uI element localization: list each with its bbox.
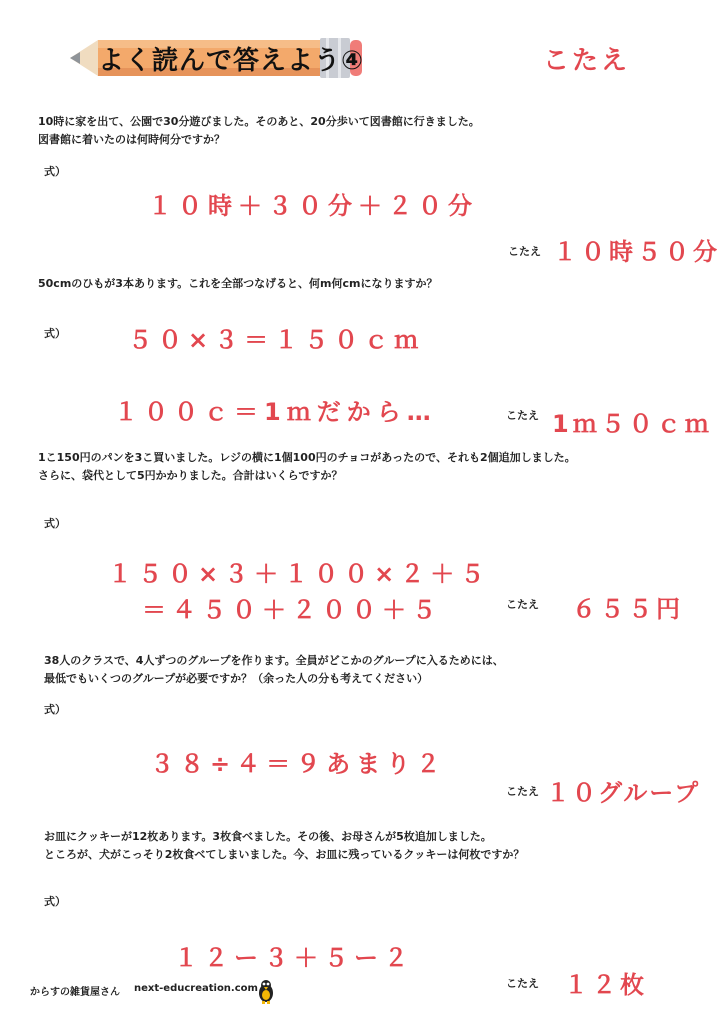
problem-1-line-2: 図書館に着いたのは何時何分ですか？: [38, 133, 225, 146]
kotae-label: こたえ: [506, 785, 539, 798]
problem-1-answer: １０時５０分: [553, 238, 721, 266]
problem-3-line-2: さらに、袋代として5円かかりました。合計はいくらですか？: [38, 469, 343, 482]
problem-3-answer: ６５５円: [572, 595, 684, 623]
shiki-label: 式）: [44, 517, 66, 530]
kotae-label: こたえ: [506, 977, 539, 990]
problem-5-work: １２ー３＋５ー２: [174, 944, 414, 972]
problem-2-work-2: １００ｃ＝1ｍだから…: [114, 398, 437, 426]
footer-brand: からすの雑貨屋さん: [30, 987, 120, 998]
shiki-label: 式）: [44, 327, 66, 340]
problem-1-line-1: 10時に家を出て、公園で30分遊びました。そのあと、20分歩いて図書館に行きました。: [38, 115, 480, 128]
problem-3-work-1: １５０×３＋１００×２＋５: [108, 560, 491, 588]
problem-5-answer: １２枚: [564, 971, 648, 999]
problem-2-line-1: 50cmのひもが3本あります。これを全部つなげると、何m何cmになりますか？: [38, 277, 438, 290]
footer-site-link[interactable]: next-educreation.com: [134, 983, 258, 994]
problem-3-work-2: ＝４５０＋２００＋５: [142, 596, 442, 624]
kotae-label: こたえ: [506, 598, 539, 611]
problem-4-line-2: 最低でもいくつのグループが必要ですか？（余った人の分も考えてください）: [44, 672, 429, 685]
problem-4-work: ３８÷４＝９あまり２: [150, 750, 447, 778]
kotae-label: こたえ: [508, 245, 541, 258]
problem-2-answer: 1ｍ５０ｃｍ: [552, 410, 713, 438]
kotae-label: こたえ: [506, 409, 539, 422]
shiki-label: 式）: [44, 895, 66, 908]
page-title: よく読んで答えよう④: [98, 46, 365, 76]
problem-1-work: １０時＋３０分＋２０分: [148, 192, 478, 220]
problem-4-line-1: 38人のクラスで、4人ずつのグループを作ります。全員がどこかのグループに入るためには、: [44, 654, 504, 667]
problem-5-line-1: お皿にクッキーが12枚あります。3枚食べました。その後、お母さんが5枚追加しました。: [44, 830, 492, 843]
answer-heading: こたえ: [543, 46, 631, 76]
problem-4-answer: １０グループ: [546, 779, 701, 807]
shiki-label: 式）: [44, 703, 66, 716]
crow-mascot-icon: [256, 978, 276, 1004]
problem-3-line-1: 1こ150円のパンを3こ買いました。レジの横に1個100円のチョコがあったので、それも2個追加しました。: [38, 451, 576, 464]
shiki-label: 式）: [44, 165, 66, 178]
problem-5-line-2: ところが、犬がこっそり2枚食べてしまいました。今、お皿に残っているクッキーは何枚ですか？: [44, 848, 525, 861]
problem-2-work-1: ５０×３＝１５０ｃｍ: [128, 326, 425, 354]
